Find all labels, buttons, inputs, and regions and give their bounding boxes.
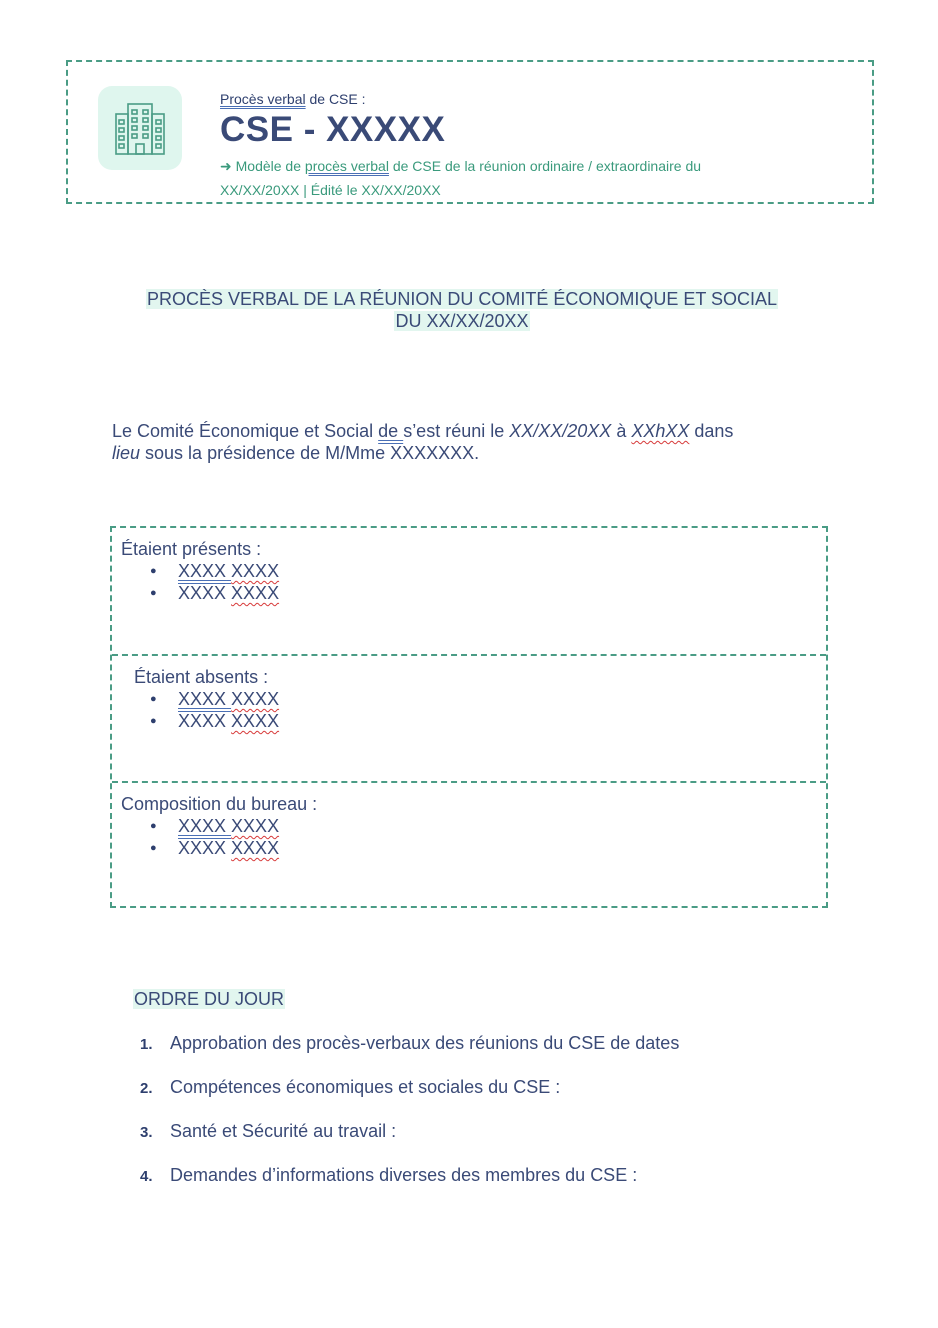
agenda-item-number: 4. <box>140 1168 153 1185</box>
meeting-title-line2: DU XX/XX/20XX <box>395 311 529 331</box>
attendance-box <box>110 526 828 908</box>
agenda-item-number: 3. <box>140 1124 153 1141</box>
agenda-item-number: 1. <box>140 1036 153 1053</box>
first-name: XXXX <box>178 689 227 709</box>
doc-type-line <box>220 90 860 108</box>
page-title: CSE - XXXXX <box>220 110 446 149</box>
last-name: XXXX <box>231 689 280 709</box>
agenda-item <box>140 1164 679 1208</box>
bureau-section <box>112 781 826 908</box>
agenda-item <box>140 1032 679 1076</box>
agenda-item-text: Santé et Sécurité au travail : <box>170 1121 397 1141</box>
doc-description <box>220 154 860 202</box>
desc-line2: XX/XX/20XX | Édité le XX/XX/20XX <box>220 182 441 198</box>
first-name: XXXX <box>178 838 227 858</box>
intro-text-3: s’est réuni le <box>403 421 510 441</box>
last-name: XXXX <box>231 583 280 603</box>
intro-time: XXhXX <box>631 421 690 441</box>
present-heading: Étaient présents : <box>121 539 262 559</box>
building-icon <box>114 100 166 156</box>
agenda-item <box>140 1120 679 1164</box>
list-item <box>150 710 279 732</box>
agenda-title <box>133 988 285 1010</box>
last-name: XXXX <box>231 711 280 731</box>
intro-text-2: de <box>378 421 404 441</box>
doc-type-rest: de CSE : <box>305 91 366 107</box>
bureau-heading: Composition du bureau : <box>121 794 318 814</box>
first-name: XXXX <box>178 816 227 836</box>
absent-heading: Étaient absents : <box>134 667 269 687</box>
agenda-item-text: Approbation des procès-verbaux des réunions du CSE de dates <box>170 1033 680 1053</box>
first-name: XXXX <box>178 561 227 581</box>
intro-date: XX/XX/20XX <box>509 421 612 441</box>
header-text <box>220 90 860 202</box>
document-header <box>66 60 874 204</box>
desc-link: procès verbal <box>304 158 389 174</box>
list-item <box>150 560 279 582</box>
absent-list <box>150 688 279 732</box>
agenda-item-text: Demandes d’informations diverses des membres du CSE : <box>170 1165 638 1185</box>
meeting-title-line1: PROCÈS VERBAL DE LA RÉUNION DU COMITÉ ÉCONOMIQUE ET SOCIAL <box>146 289 778 309</box>
absent-section <box>112 654 826 781</box>
desc-prefix: Modèle de <box>231 158 305 174</box>
desc-rest: de CSE de la réunion ordinaire / extraordinaire du <box>388 158 702 174</box>
intro-text-5: dans <box>689 421 734 441</box>
intro-text-4: à <box>611 421 632 441</box>
first-name: XXXX <box>178 711 227 731</box>
agenda-item-text: Compétences économiques et sociales du CSE : <box>170 1077 561 1097</box>
list-item <box>150 837 279 859</box>
bureau-list <box>150 815 279 859</box>
first-name: XXXX <box>178 583 227 603</box>
agenda-item <box>140 1076 679 1120</box>
logo-tile <box>98 86 182 170</box>
agenda-title-text: ORDRE DU JOUR <box>134 989 285 1009</box>
last-name: XXXX <box>231 816 280 836</box>
last-name: XXXX <box>231 561 280 581</box>
agenda-list <box>140 1032 679 1208</box>
last-name: XXXX <box>231 838 280 858</box>
doc-type-link: Procès verbal <box>220 91 306 107</box>
present-section <box>112 528 826 655</box>
present-list <box>150 560 279 604</box>
intro-text-1: Le Comité Économique et Social <box>112 421 379 441</box>
arrow-icon: ➜ <box>220 158 232 174</box>
intro-paragraph <box>112 420 812 464</box>
intro-place: lieu <box>112 443 141 463</box>
list-item <box>150 688 279 710</box>
meeting-title <box>100 288 824 332</box>
list-item <box>150 815 279 837</box>
intro-text-6: sous la présidence de M/Mme XXXXXXX. <box>140 443 480 463</box>
agenda-item-number: 2. <box>140 1080 153 1097</box>
list-item <box>150 582 279 604</box>
